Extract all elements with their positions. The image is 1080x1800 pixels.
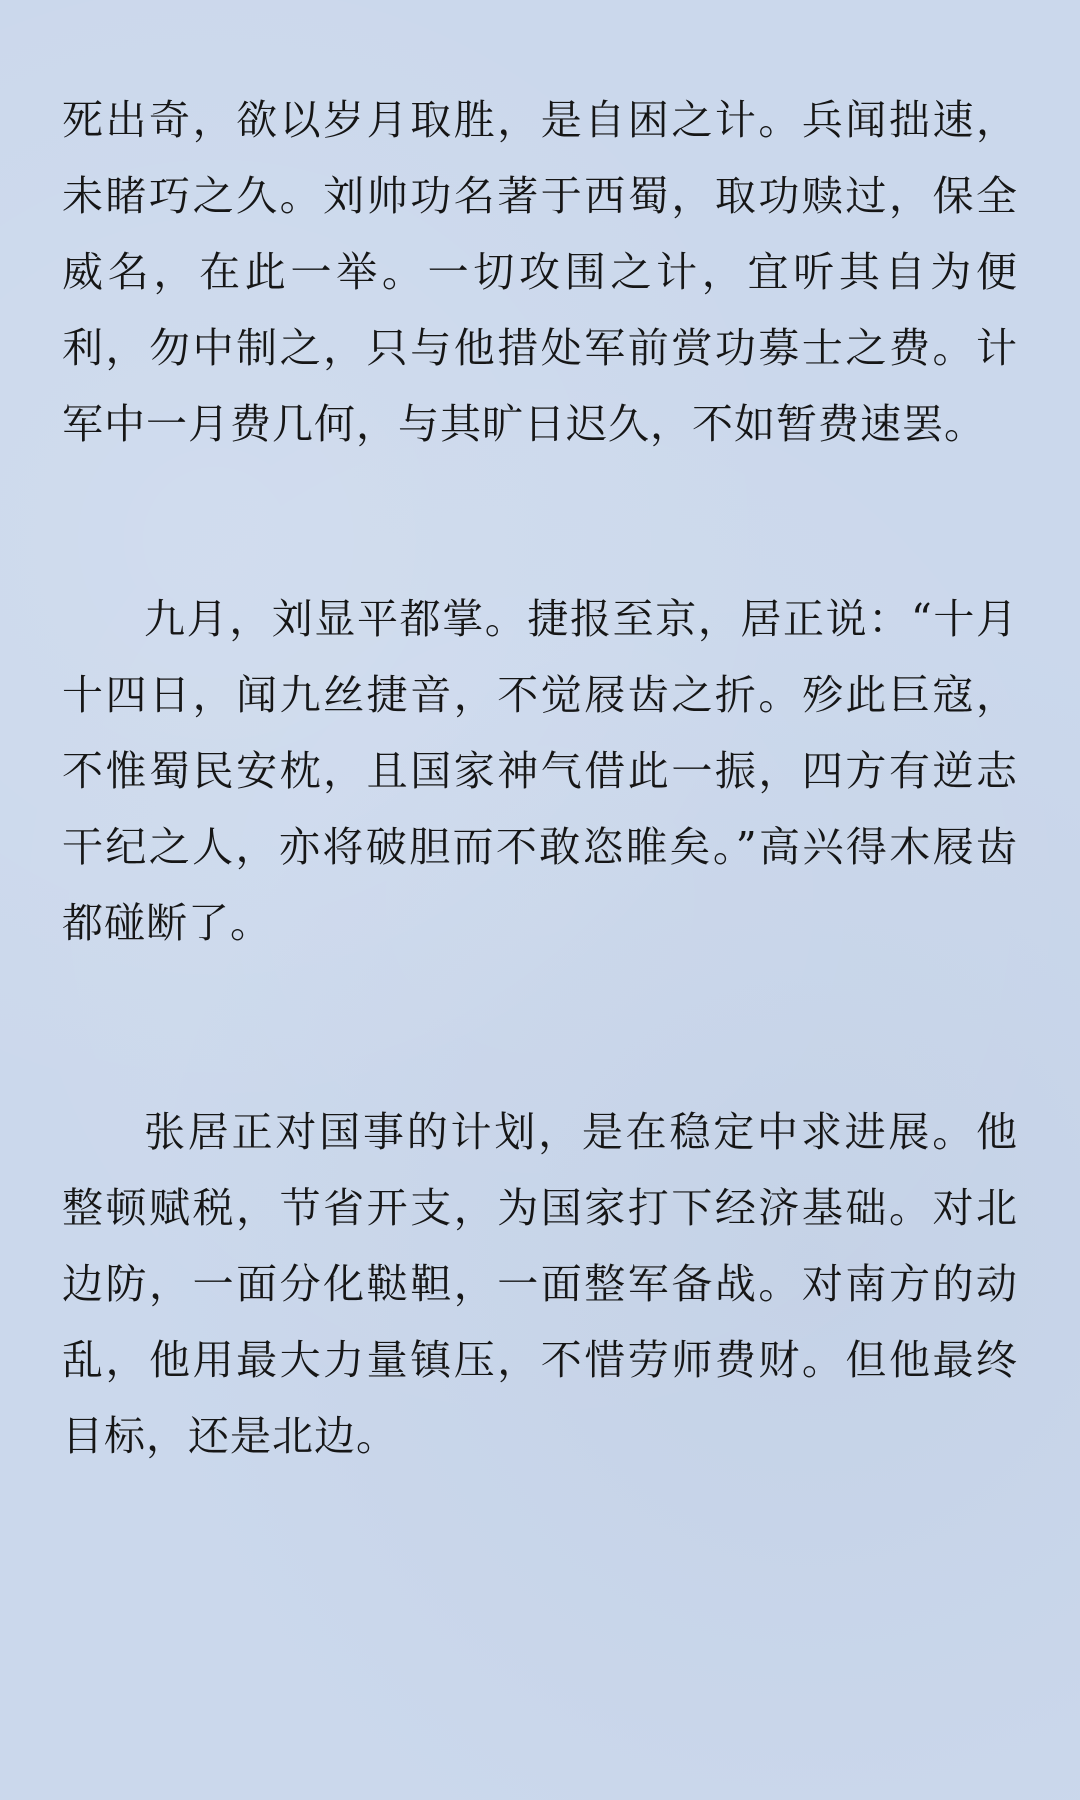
paragraph-3: 张居正对国事的计划，是在稳定中求进展。他整顿赋税，节省开支，为国家打下经济基础。对北边防，一面分化鞑靼，一面整军备战。对南方的动乱，他用最大力量镇压，不惜劳师费财。但他最终目标，还是北边。 <box>62 1108 1018 1460</box>
paragraph-1: 死出奇，欲以岁月取胜，是自困之计。兵闻拙速，未睹巧之久。刘帅功名著于西蜀，取功赎过，保全威名，在此一举。一切攻围之计，宜听其自为便利，勿中制之，只与他措处军前赏功募士之费。计军中一月费几何，与其旷日迟久，不如暂费速罢。 <box>62 96 1018 448</box>
paragraph-2: 九月，刘显平都掌。捷报至京，居正说：“十月十四日，闻九丝捷音，不觉屐齿之折。殄此巨寇，不惟蜀民安枕，且国家神气借此一振，四方有逆志干纪之人，亦将破胆而不敢恣睢矣。”高兴得木屐齿都碰断了。 <box>62 595 1018 947</box>
